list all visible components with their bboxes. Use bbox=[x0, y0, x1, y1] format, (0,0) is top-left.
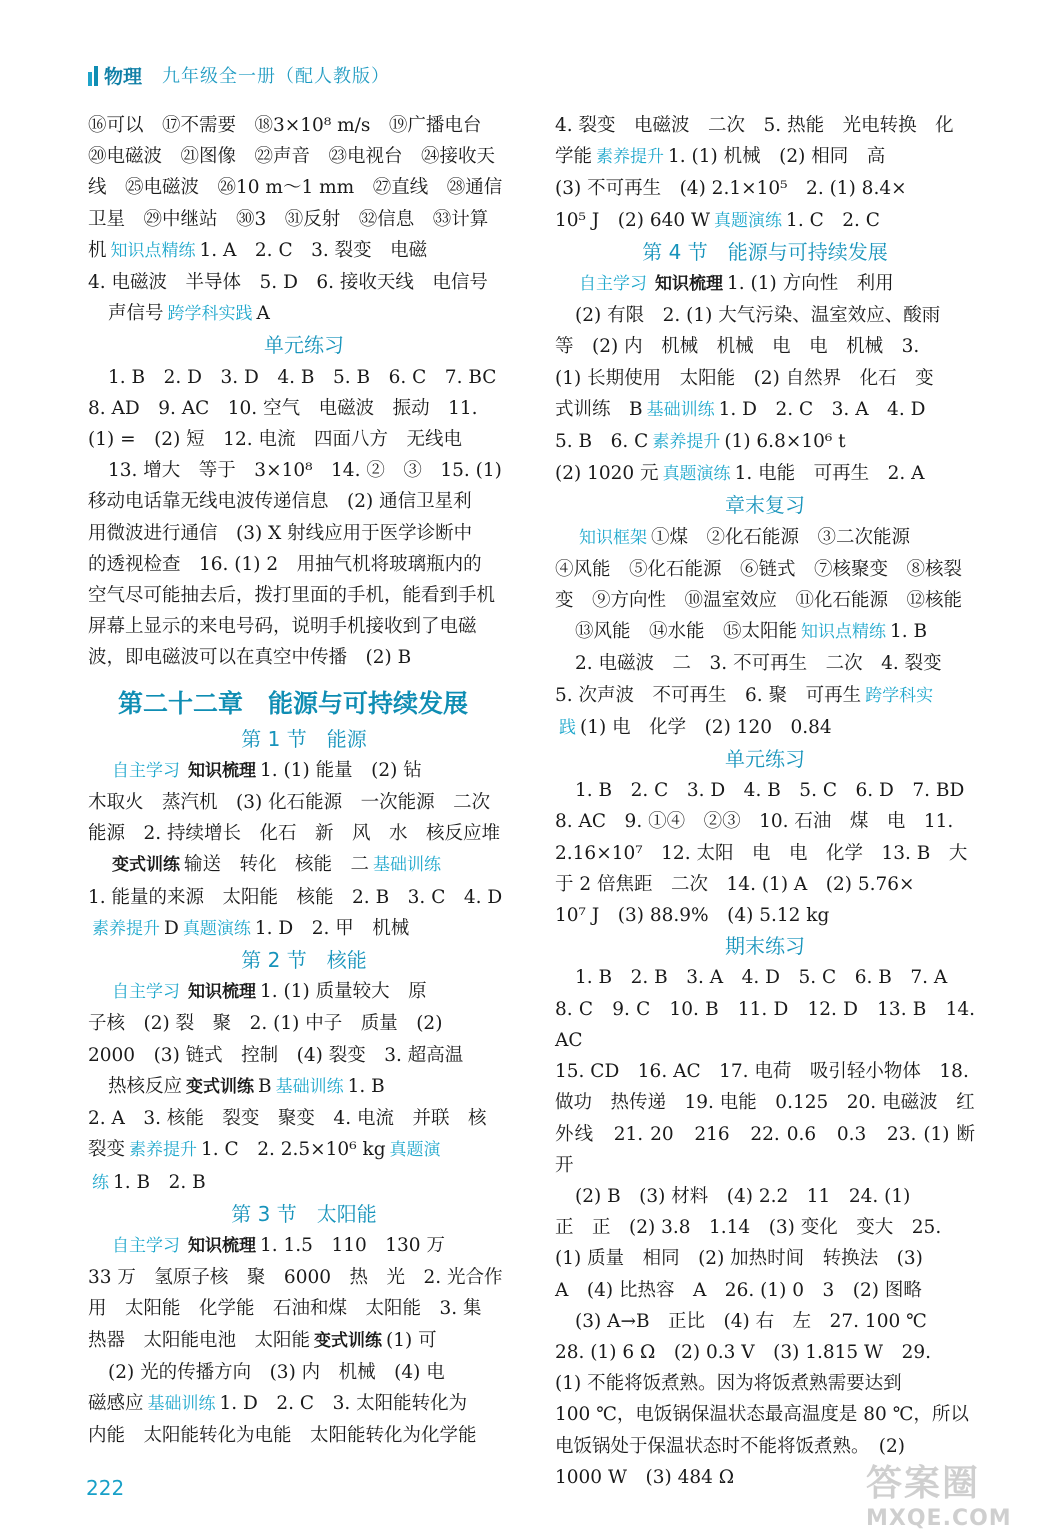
text-line: (1) = (2) 短 12. 电流 四面八方 无线电 bbox=[88, 429, 462, 451]
subject-title: 物理 bbox=[104, 65, 143, 88]
watermark-line1: 答案圈 bbox=[866, 1463, 981, 1504]
text-line: 等 (2) 内 机械 机械 电 电 机械 3. bbox=[555, 336, 920, 358]
text-line: (3) A→B 正比 (4) 右 左 27. 100 ℃ bbox=[575, 1310, 927, 1332]
text-line bbox=[88, 755, 520, 787]
text-line: 4. 电磁波 半导体 5. D 6. 接收天线 电信号 bbox=[88, 272, 488, 294]
text-line bbox=[555, 712, 975, 744]
text-line: ⑯可以 ⑰不需要 ⑱3×10⁸ m/s ⑲广播电台 bbox=[88, 115, 482, 136]
text-line: 木取火 蒸汽机 (3) 化石能源 一次能源 二次 bbox=[88, 792, 491, 814]
section-tag: 真题演练 bbox=[182, 918, 251, 939]
text-run: 式训练 B bbox=[555, 398, 643, 420]
section-tag: 真题演 bbox=[389, 1140, 441, 1161]
section-tag: 真题演练 bbox=[714, 210, 783, 231]
text-line: (1) 质量 相同 (2) 加热时间 转换法 (3) bbox=[555, 1248, 923, 1270]
text-line: 15. CD 16. AC 17. 电荷 吸引轻小物体 18. bbox=[555, 1061, 969, 1083]
section-tag: 真题演练 bbox=[662, 464, 731, 485]
text-run: 裂变 bbox=[88, 1139, 126, 1161]
text-line: 1. B 2. D 3. D 4. B 5. B 6. C 7. BC bbox=[108, 366, 497, 388]
text-line: 子核 (2) 裂 聚 2. (1) 中子 质量 (2) bbox=[88, 1013, 443, 1035]
text-run: 1. 1.5 110 130 万 bbox=[260, 1234, 445, 1256]
text-line: (2) 光的传播方向 (3) 内 机械 (4) 电 bbox=[108, 1361, 445, 1383]
section-tag: 基础训练 bbox=[147, 1393, 216, 1414]
text-line: 8. AC 9. ①④ ②③ 10. 石油 煤 电 11. bbox=[555, 811, 954, 833]
text-run: 1. B 2. B bbox=[113, 1171, 206, 1193]
text-run: 1. (1) 机械 (2) 相同 高 bbox=[668, 146, 886, 168]
text-line bbox=[88, 235, 520, 267]
text-run: 热核反应 bbox=[108, 1075, 183, 1097]
text-line bbox=[555, 394, 975, 426]
section-heading: 第 1 节 能源 bbox=[241, 726, 367, 751]
text-line: 1000 W (3) 484 Ω bbox=[555, 1466, 735, 1488]
text-line: 13. 增大 等于 3×10⁸ 14. ② ③ 15. (1) bbox=[108, 460, 502, 482]
text-line bbox=[555, 426, 975, 458]
text-line: (1) 长期使用 太阳能 (2) 自然界 化石 变 bbox=[555, 367, 934, 389]
text-line: 波，即电磁波可以在真空中传播 (2) B bbox=[88, 647, 412, 669]
bold-label: 知识梳理 bbox=[188, 1235, 256, 1256]
text-run: 1. C 2. 2.5×10⁶ kg bbox=[201, 1139, 386, 1161]
text-line: ④风能 ⑤化石能源 ⑥链式 ⑦核聚变 ⑧核裂 bbox=[555, 558, 963, 580]
section-tag: 知识点精练 bbox=[801, 622, 887, 643]
text-line: 4. 裂变 电磁波 二次 5. 热能 光电转换 化 bbox=[555, 115, 954, 136]
text-run: 1. (1) 质量较大 原 bbox=[260, 981, 427, 1003]
text-run: ①煤 ②化石能源 ③二次能源 bbox=[651, 526, 911, 548]
text-run: 磁感应 bbox=[88, 1392, 144, 1414]
text-run: 热器 太阳能电池 太阳能 bbox=[88, 1329, 311, 1351]
text-line: 正 正 (2) 3.8 1.14 (3) 变化 变大 25. bbox=[555, 1217, 942, 1239]
section-tag: 素养提升 bbox=[652, 432, 721, 453]
section-tag: 知识点精练 bbox=[110, 240, 196, 261]
text-line: 100 ℃，电饭锅保温状态最高温度是 80 ℃，所以 bbox=[555, 1404, 969, 1426]
text-line bbox=[88, 1325, 520, 1357]
section-tag: 自主学习 bbox=[579, 274, 647, 295]
text-line bbox=[555, 522, 975, 554]
section-tag: 跨学科实 bbox=[865, 685, 934, 706]
text-run: 5. 次声波 不可再生 6. 聚 可再生 bbox=[555, 684, 862, 706]
section-tag: 素养提升 bbox=[92, 918, 160, 939]
text-line: 10⁷ J (3) 88.9% (4) 5.12 kg bbox=[555, 905, 830, 927]
text-line: 8. AD 9. AC 10. 空气 电磁波 振动 11. bbox=[88, 397, 478, 419]
text-line: 的透视检查 16. (1) 2 用抽气机将玻璃瓶内的 bbox=[88, 553, 482, 575]
text-line: (2) 有限 2. (1) 大气污染、温室效应、酸雨 bbox=[575, 305, 941, 327]
text-line bbox=[555, 205, 975, 237]
text-run: 1. D 2. C 3. A 4. D bbox=[718, 398, 926, 420]
text-line: (3) 不可再生 (4) 2.1×10⁵ 2. (1) 8.4× bbox=[555, 178, 907, 200]
text-run: (1) 6.8×10⁶ t bbox=[724, 431, 846, 453]
text-line: 1. 能量的来源 太阳能 核能 2. B 3. C 4. D bbox=[88, 886, 503, 908]
text-line bbox=[88, 849, 520, 881]
section-tag: 自主学习 bbox=[112, 1235, 180, 1256]
text-run: 1. B bbox=[890, 621, 928, 643]
section-heading: 第 2 节 核能 bbox=[241, 948, 367, 973]
section-heading: 单元练习 bbox=[725, 747, 805, 772]
text-line bbox=[88, 1071, 520, 1103]
text-line: 空气尽可能抽去后，拨打里面的手机，能看到手机 bbox=[88, 585, 496, 607]
text-line bbox=[88, 1230, 520, 1262]
text-line bbox=[555, 141, 975, 173]
section-heading: 单元练习 bbox=[264, 333, 344, 358]
text-run: 1. A 2. C 3. 裂变 电磁 bbox=[199, 239, 428, 261]
text-line: 屏幕上显示的来电号码，说明手机接收到了电磁 bbox=[88, 616, 477, 638]
text-line: 于 2 倍焦距 二次 14. (1) A (2) 5.76× bbox=[555, 873, 915, 895]
text-line bbox=[88, 298, 520, 330]
text-line: 变 ⑨方向性 ⑩温室效应 ⑪化石能源 ⑫核能 bbox=[555, 590, 963, 612]
page-header bbox=[88, 60, 390, 90]
text-run: (2) 1020 元 bbox=[555, 463, 659, 485]
text-run: B bbox=[258, 1075, 272, 1097]
chapter-title: 第二十二章 能源与可持续发展 bbox=[118, 688, 469, 718]
text-run: 1. 电能 可再生 2. A bbox=[734, 463, 925, 485]
text-line: 卫星 ㉙中继站 ㉚3 ㉛反射 ㉜信息 ㉝计算 bbox=[88, 208, 489, 230]
bold-label: 知识梳理 bbox=[188, 760, 256, 781]
text-line: 做功 热传递 19. 电能 0.125 20. 电磁波 红 bbox=[555, 1092, 975, 1114]
text-line bbox=[88, 1388, 520, 1420]
text-line bbox=[88, 1167, 520, 1199]
text-run: 5. B 6. C bbox=[555, 431, 649, 453]
text-line: 8. C 9. C 10. B 11. D 12. D 13. B 14. AC bbox=[555, 998, 981, 1051]
text-line: 用 太阳能 化学能 石油和煤 太阳能 3. 集 bbox=[88, 1298, 482, 1320]
text-line: 外线 21. 20 216 22. 0.6 0.3 23. (1) 断开 bbox=[555, 1123, 975, 1176]
bold-label: 变式训练 bbox=[112, 855, 180, 876]
text-run: 10⁵ J (2) 640 W bbox=[555, 209, 711, 231]
text-line bbox=[88, 913, 520, 945]
bold-label: 变式训练 bbox=[314, 1330, 383, 1351]
section-tag: 素养提升 bbox=[129, 1140, 198, 1161]
section-heading: 第 4 节 能源与可持续发展 bbox=[642, 239, 888, 264]
section-tag: 自主学习 bbox=[112, 982, 180, 1003]
section-heading: 第 3 节 太阳能 bbox=[231, 1201, 377, 1226]
text-line: (2) B (3) 材料 (4) 2.2 11 24. (1) bbox=[575, 1185, 911, 1207]
section-tag: 自主学习 bbox=[112, 760, 180, 781]
text-run: 1. D 2. 甲 机械 bbox=[254, 917, 410, 939]
watermark-line2: MXQE.COM bbox=[866, 1506, 1012, 1531]
subject-logo-icon bbox=[88, 64, 98, 86]
text-line: ⑳电磁波 ㉑图像 ㉒声音 ㉓电视台 ㉔接收天 bbox=[88, 146, 496, 168]
section-tag: 践 bbox=[559, 717, 576, 738]
left-column bbox=[88, 110, 520, 1451]
text-line bbox=[88, 1134, 520, 1166]
text-line bbox=[555, 616, 975, 648]
text-run: 1. C 2. C bbox=[786, 209, 880, 231]
text-run: ⑬风能 ⑭水能 ⑮太阳能 bbox=[575, 621, 798, 643]
text-line: 2. 电磁波 二 3. 不可再生 二次 4. 裂变 bbox=[575, 653, 942, 675]
text-run: 1. B bbox=[347, 1075, 385, 1097]
text-run: 输送 转化 核能 二 bbox=[184, 854, 370, 876]
grade-title: 九年级全一册（配人教版） bbox=[162, 66, 391, 87]
section-tag: 素养提升 bbox=[596, 147, 665, 168]
text-line bbox=[555, 458, 975, 490]
text-line: 1. B 2. C 3. D 4. B 5. C 6. D 7. BD bbox=[575, 780, 965, 802]
text-line bbox=[88, 976, 520, 1008]
watermark-logo bbox=[866, 1455, 1012, 1531]
text-run: (1) 可 bbox=[386, 1329, 437, 1351]
text-run: 机 bbox=[88, 239, 107, 261]
text-run: 声信号 bbox=[108, 303, 164, 325]
bold-label: 变式训练 bbox=[186, 1076, 255, 1097]
section-tag: 练 bbox=[92, 1172, 109, 1193]
text-line: 33 万 氢原子核 聚 6000 热 光 2. 光合作 bbox=[88, 1267, 503, 1289]
section-tag: 基础训练 bbox=[373, 855, 442, 876]
text-line: 28. (1) 6 Ω (2) 0.3 V (3) 1.815 W 29. bbox=[555, 1341, 931, 1363]
text-run: D bbox=[164, 917, 179, 939]
section-tag: 跨学科实践 bbox=[167, 304, 253, 325]
text-line: A (4) 比热容 A 26. (1) 0 3 (2) 图略 bbox=[555, 1279, 922, 1301]
text-run: (1) 电 化学 (2) 120 0.84 bbox=[580, 716, 832, 738]
section-tag: 基础训练 bbox=[275, 1076, 344, 1097]
text-line: 线 ㉕电磁波 ㉖10 m～1 mm ㉗直线 ㉘通信 bbox=[88, 177, 503, 199]
page-number: 222 bbox=[86, 1476, 125, 1500]
text-line bbox=[555, 680, 975, 712]
text-line: 2000 (3) 链式 控制 (4) 裂变 3. 超高温 bbox=[88, 1044, 464, 1066]
section-tag: 知识框架 bbox=[579, 527, 647, 548]
text-run: A bbox=[256, 303, 270, 325]
text-line: 用微波进行通信 (3) X 射线应用于医学诊断中 bbox=[88, 522, 473, 544]
right-column bbox=[555, 110, 981, 1493]
bold-label: 知识梳理 bbox=[655, 274, 723, 295]
text-line: 2. A 3. 核能 裂变 聚变 4. 电流 并联 核 bbox=[88, 1108, 487, 1130]
text-run: 学能 bbox=[555, 146, 593, 168]
text-line: (1) 不能将饭煮熟。因为将饭煮熟需要达到 bbox=[555, 1373, 902, 1395]
section-heading: 章末复习 bbox=[725, 493, 805, 518]
text-run: 1. (1) 方向性 利用 bbox=[727, 273, 894, 295]
text-run: 1. D 2. C 3. 太阳能转化为 bbox=[219, 1392, 468, 1414]
bold-label: 知识梳理 bbox=[188, 982, 256, 1003]
text-line: 内能 太阳能转化为电能 太阳能转化为化学能 bbox=[88, 1425, 477, 1447]
section-tag: 基础训练 bbox=[646, 399, 715, 420]
text-line: 电饭锅处于保温状态时不能将饭煮熟。 (2) bbox=[555, 1435, 905, 1457]
text-line: 能源 2. 持续增长 化石 新 风 水 核反应堆 bbox=[88, 823, 501, 845]
text-run: 1. (1) 能量 (2) 钻 bbox=[260, 759, 422, 781]
text-line bbox=[555, 268, 975, 300]
text-line: 移动电话靠无线电波传递信息 (2) 通信卫星利 bbox=[88, 491, 472, 513]
section-heading: 期末练习 bbox=[725, 934, 805, 959]
text-line: 2.16×10⁷ 12. 太阳 电 电 化学 13. B 大 bbox=[555, 842, 968, 864]
text-line: 1. B 2. B 3. A 4. D 5. C 6. B 7. A bbox=[575, 967, 948, 989]
